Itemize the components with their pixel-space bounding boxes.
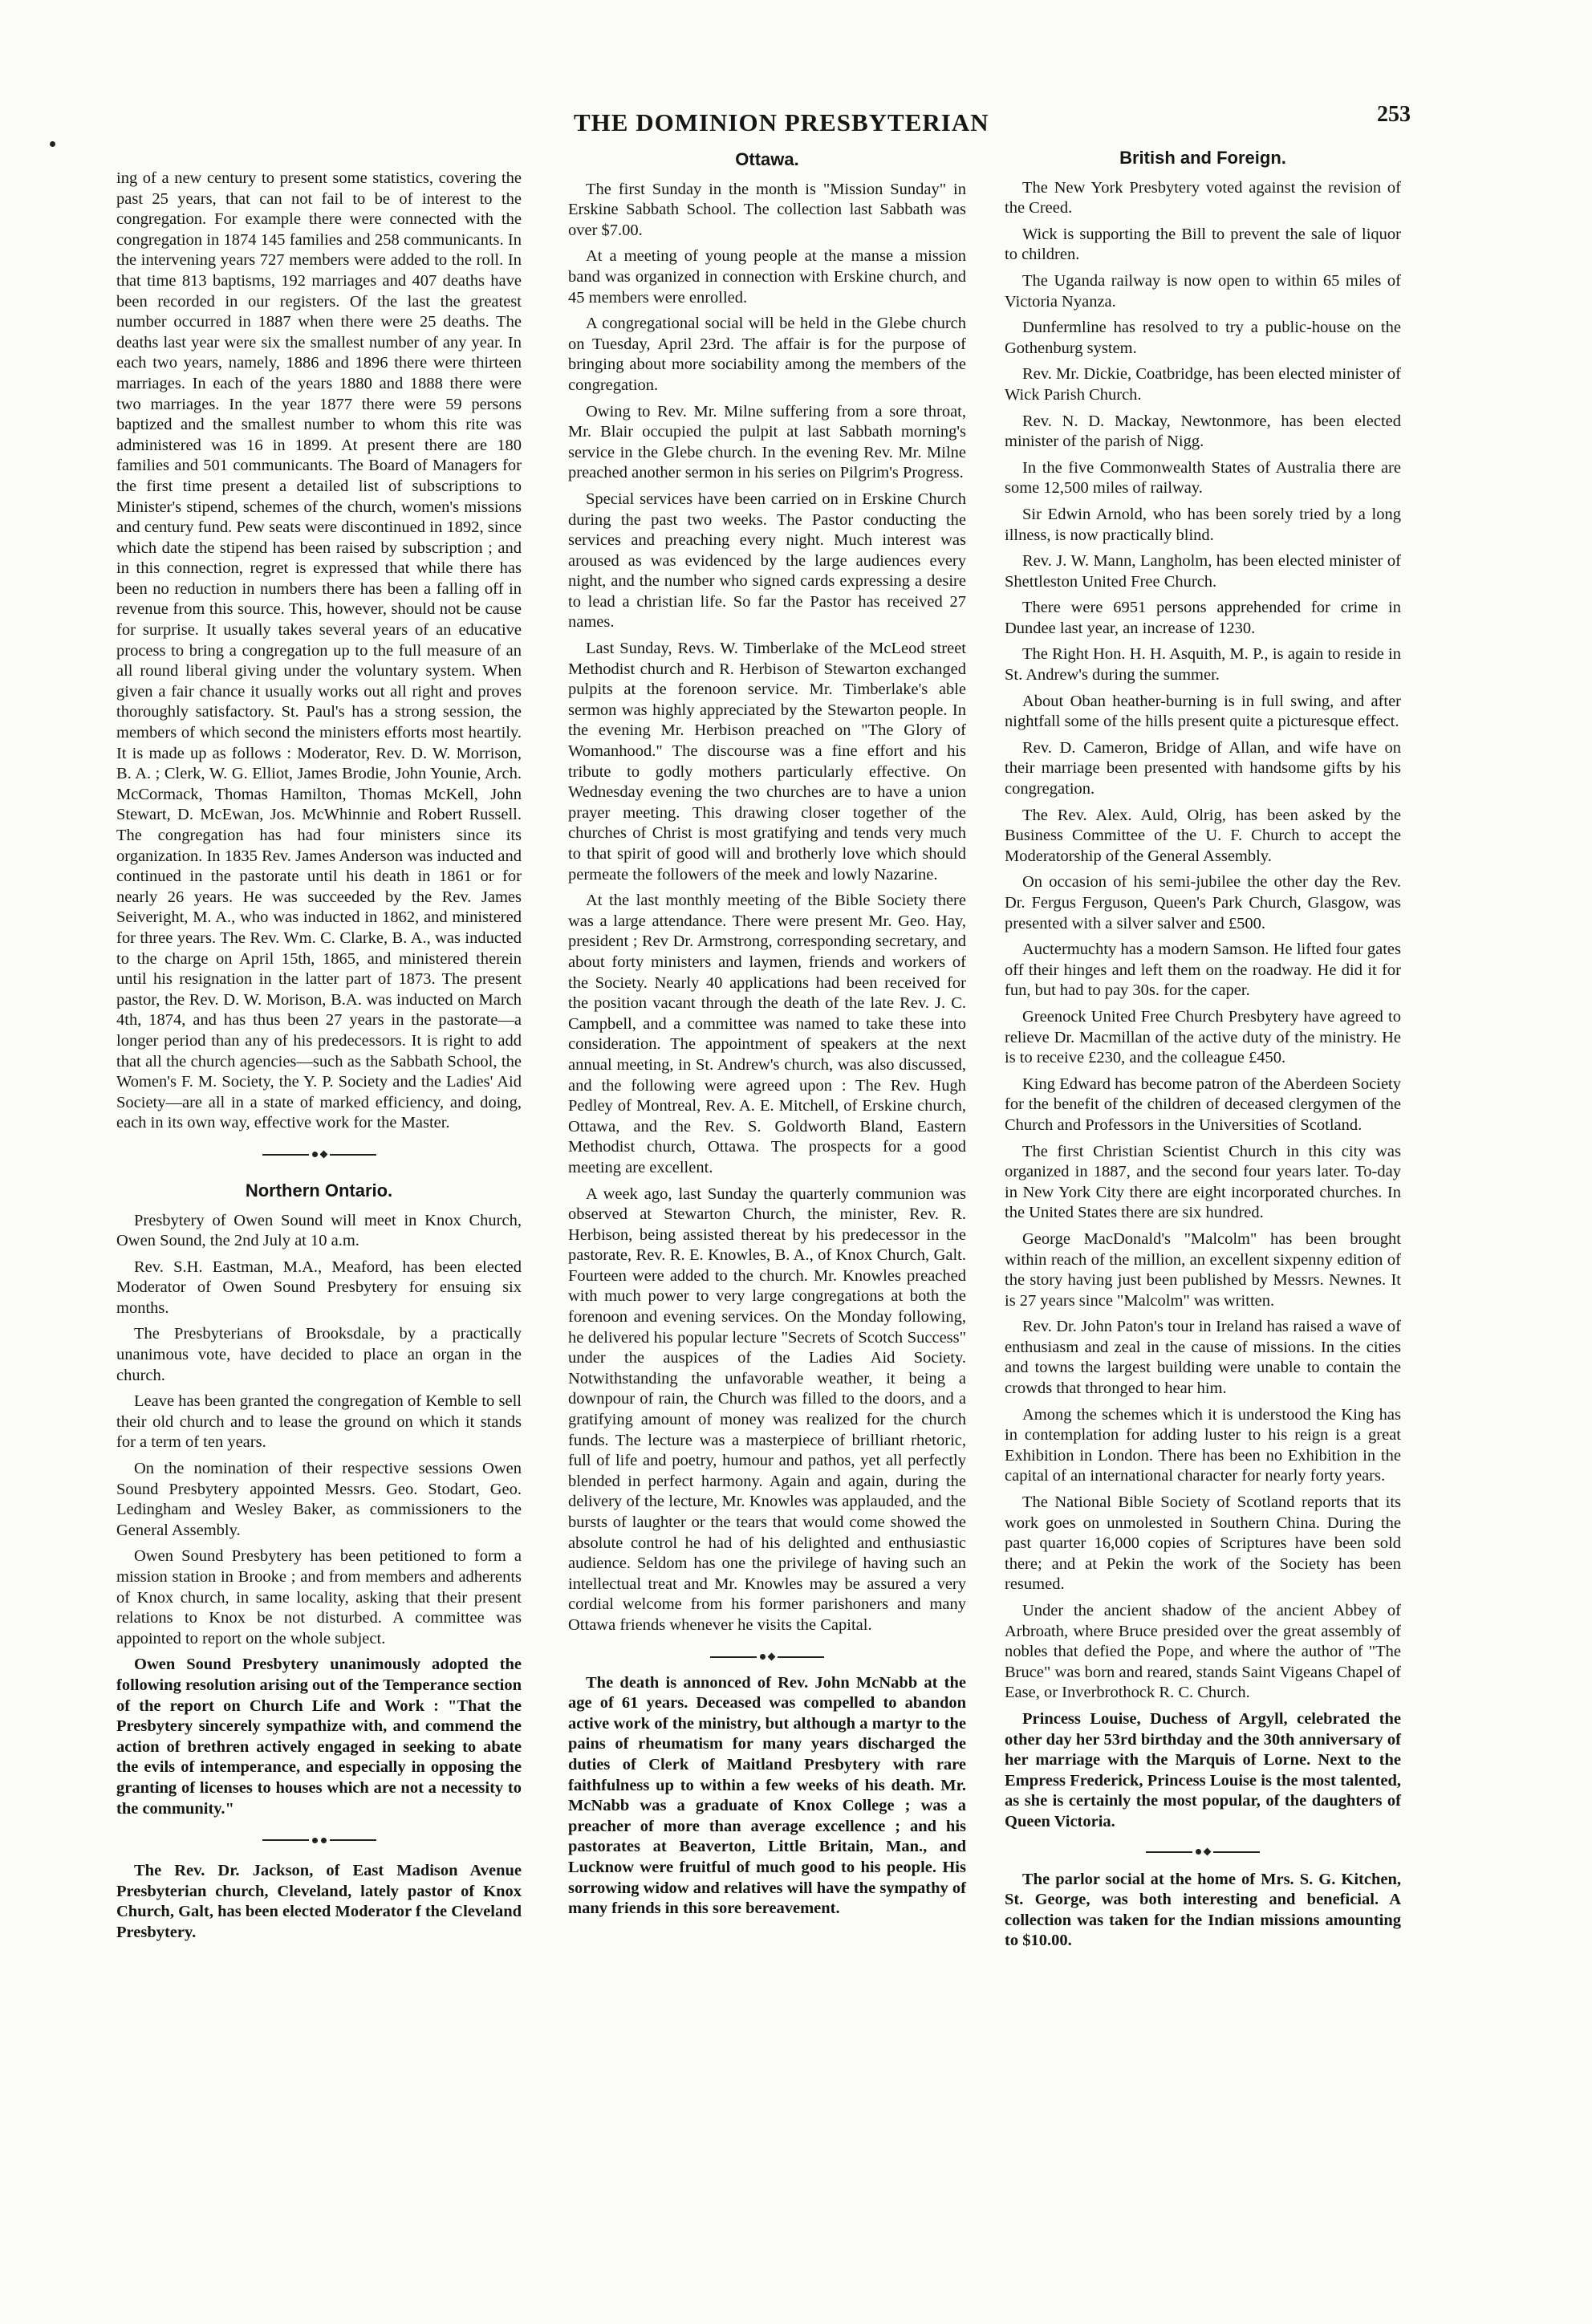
article-paragraph: The first Sunday in the month is "Mission Sunday" in Erskine Sabbath School. The collection last Sabbath was over $7.00. bbox=[568, 180, 966, 239]
news-item: Rev. N. D. Mackay, Newtonmore, has been elected minister of the parish of Nigg. bbox=[1005, 412, 1401, 451]
section-divider bbox=[568, 1652, 966, 1662]
news-item: Among the schemes which it is understood the King has in contemplation for adding luster to his reign is a great Exhibition in London. There has been no Exhibition in the capital of an international character for nearly forty years. bbox=[1005, 1405, 1401, 1485]
column-3 bbox=[1005, 143, 1401, 1957]
news-item: Under the ancient shadow of the ancient Abbey of Arbroath, where Bruce presided over the great assembly of nobles that defied the Pope, and where the author of "The Bruce" was born and reared, stands Saint Vigeans Chapel of Ease, or Inverbrothock R. C. Church. bbox=[1005, 1602, 1401, 1702]
news-item: King Edward has become patron of the Aberdeen Society for the benefit of the children of deceased clergymen of the Church and Professors in the Universities of Scotland. bbox=[1005, 1075, 1401, 1134]
article-paragraph: The death is annonced of Rev. John McNabb at the age of 61 years. Deceased was compelled to abandon active work of the ministry, but although a martyr to the pains of rheumatism for many years discharged the duties of Clerk of Maitland Presbytery with rare faithfulness up to within a few weeks of his death. Mr. McNabb was a graduate of Knox College ; was a preacher of more than average excellence ; and his pastorates at Beaverton, Little Britain, Man., and Lucknow were fruitful of much good to his people. His sorrowing widow and relatives will have the sympathy of many friends in this sore bereavement. bbox=[568, 1673, 966, 1918]
news-item: Rev. J. W. Mann, Langholm, has been elected minister of Shettleston United Free Church. bbox=[1005, 552, 1401, 591]
article-paragraph: Owen Sound Presbytery unanimously adopted the following resolution arising out of the Temperance section of the report on Church Life and Work : "That the Presbytery sincerely sympathize with, and commend the action of brethren actively engaged in seeking to abate the evils of intemperance, and especially in opposing the granting of licenses to houses which are not a necessity to the community." bbox=[116, 1656, 522, 1818]
news-item: The Rev. Alex. Auld, Olrig, has been asked by the Business Committee of the U. F. Church to accept the Moderatorship of the General Assembly. bbox=[1005, 806, 1401, 865]
article-paragraph: At a meeting of young people at the manse a mission band was organized in connection with Erskine church, and 45 members were enrolled. bbox=[568, 247, 966, 307]
section-heading-british-and-foreign: British and Foreign. bbox=[1119, 148, 1286, 168]
news-item: Princess Louise, Duchess of Argyll, celebrated the other day her 53rd birthday and the 30th anniversary of her marriage with the Marquis of Lorne. Next to the Empress Frederick, Princess Louise is the most talented, as she is certainly the most popular, of the daughters of Queen Victoria. bbox=[1005, 1709, 1401, 1830]
news-item: Rev. Mr. Dickie, Coatbridge, has been elected minister of Wick Parish Church. bbox=[1005, 365, 1401, 404]
news-item: On occasion of his semi-jubilee the other day the Rev. Dr. Fergus Ferguson, Queen's Park Church, Glasgow, was presented with a silver salver and £500. bbox=[1005, 873, 1401, 932]
article-paragraph: Leave has been granted the congregation of Kemble to sell their old church and to lease the ground on which it stands for a term of ten years. bbox=[116, 1392, 522, 1452]
news-item: There were 6951 persons apprehended for crime in Dundee last year, an increase of 1230. bbox=[1005, 599, 1401, 637]
news-item: Greenock United Free Church Presbytery have agreed to relieve Dr. Macmillan of the active duty of the ministry. He is to receive £230, and the colleague £450. bbox=[1005, 1007, 1401, 1067]
article-paragraph: On the nomination of their respective sessions Owen Sound Presbytery appointed Messrs. Geo. Stodart, Geo. Ledingham and Wesley Baker, as commissioners to the General Assembly. bbox=[116, 1460, 522, 1539]
news-item: George MacDonald's "Malcolm" has been brought within reach of the million, an excellent sixpenny edition of the story having just been published by Messrs. Newnes. It is 27 years since "Malcolm" was written. bbox=[1005, 1229, 1401, 1310]
news-item: The first Christian Scientist Church in this city was organized in 1887, and the second four years later. To-day in New York City there are eight incorporated churches. In the United States there are six hundred. bbox=[1005, 1142, 1401, 1222]
news-item: About Oban heather-burning is in full swing, and after nightfall some of the hills present quite a picturesque effect. bbox=[1005, 692, 1401, 731]
news-item: Wick is supporting the Bill to prevent the sale of liquor to children. bbox=[1005, 225, 1401, 264]
article-paragraph: Last Sunday, Revs. W. Timberlake of the McLeod street Methodist church and R. Herbison of Stewarton exchanged pulpits at the forenoon service. Mr. Timberlake's able sermon was highly appreciated by the Stewarton people. In the evening Mr. Herbison preached on "The Glory of Womanhood." The discourse was a fine effort and his tribute to godly mothers particularly effective. On Wednesday evening the two churches are to have a union prayer meeting. This drawing closer together of the churches of Christ is most gratifying and tends very much to that spirit of good will and brotherly love which should permeate the followers of the meek and lowly Nazarine. bbox=[568, 640, 966, 884]
section-heading-ottawa: Ottawa. bbox=[735, 149, 799, 169]
section-divider bbox=[1005, 1847, 1401, 1857]
news-item: Rev. Dr. John Paton's tour in Ireland has raised a wave of enthusiasm and zeal in the cause of missions. In the cities and towns the largest building were unable to contain the crowds that thronged to hear him. bbox=[1005, 1318, 1401, 1398]
article-paragraph: Owing to Rev. Mr. Milne suffering from a sore throat, Mr. Blair occupied the pulpit at last Sabbath morning's service in the Glebe church. In the evening Rev. Mr. Milne preached another sermon in his series on Pilgrim's Progress. bbox=[568, 402, 966, 482]
news-item: The New York Presbytery voted against the revision of the Creed. bbox=[1005, 178, 1401, 217]
news-item: The Uganda railway is now open to within 65 miles of Victoria Nyanza. bbox=[1005, 271, 1401, 311]
news-item: Rev. D. Cameron, Bridge of Allan, and wife have on their marriage been presented with handsome gifts by his congregation. bbox=[1005, 738, 1401, 798]
article-paragraph: A congregational social will be held in the Glebe church on Tuesday, April 23rd. The affair is for the purpose of bringing about more sociability among the members of the congregation. bbox=[568, 315, 966, 394]
article-paragraph: Presbytery of Owen Sound will meet in Knox Church, Owen Sound, the 2nd July at 10 a.m. bbox=[116, 1211, 522, 1250]
section-heading-northern-ontario: Northern Ontario. bbox=[245, 1180, 393, 1201]
margin-mark bbox=[50, 141, 55, 147]
article-paragraph: ing of a new century to present some statistics, covering the past 25 years, that can not fail to be of interest to the congregation. For example there were connected with the congregation in 1874 145 families and 258 communicants. In the intervening years 727 members were added to the roll. In that time 813 baptisms, 192 marriages and 407 deaths have been recorded in our registers. Of the last the greatest number occurred in 1887 when there were 25 deaths. The deaths last year were six the smallest number of any year. In each two years, namely, 1886 and 1896 there were thirteen marriages. In each of the years 1880 and 1888 there were two marriages. In the year 1877 there were 59 persons baptized and the smallest number to whom this rite was administered was 16 in 1899. At present there are 180 families and 501 communicants. The Board of Managers for the first time present a detailed list of subscriptions to Minister's stipend, schemes of the church, women's missions and century fund. Pew seats were discontinued in 1892, since which date the stipend has been raised by subscription ; and in this connection, regret is expressed that while there has been no reduction in numbers there has been a falling off in revenue from this source. This, however, should not be cause for surprise. It usually takes several years of an educative process to bring a congregation up to the full measure of an all round liberal giving under the voluntary system. When given a fair chance it usually works out all right and proves thoroughly satisfactory. St. Paul's has a strong session, the members of which second the ministers efforts most heartily. It is made up as follows : Moderator, Rev. D. W. Morrison, B. A. ; Clerk, W. G. Elliot, James Brodie, John Younie, Arch. McCormack, Thomas Hamilton, Thomas McKell, John Stewart, D. McEwan, Jos. McWhinnie and Robert Russell. The congregation has had four ministers since its organization. In 1835 Rev. James Anderson was inducted and continued in the pastorate until his death in 1861 or for nearly 26 years. He was succeeded by the Rev. James Seiveright, M. A., who was inducted in 1862, and ministered for three years. The Rev. Wm. C. Clarke, B. A., was inducted to the charge on April 15th, 1865, and ministered therein until his resignation in the latter part of 1873. The present pastor, the Rev. D. W. Morison, B.A. was inducted on March 4th, 1874, and has thus been 27 years in the pastorate—a longer period than any of his predecessors. It is right to add that all the church agencies—such as the Sabbath School, the Women's F. M. Society, the Y. P. Society and the Ladies' Aid Society—are all in a state of marked efficiency, and doing, each in its own way, effective work for the Master. bbox=[116, 169, 522, 1132]
news-item: Auctermuchty has a modern Samson. He lifted four gates off their hinges and left them on the roadway. He did it for fun, but had to pay 30s. for the caper. bbox=[1005, 941, 1401, 1000]
news-item: In the five Commonwealth States of Australia there are some 12,500 miles of railway. bbox=[1005, 458, 1401, 498]
news-item: The parlor social at the home of Mrs. S. G. Kitchen, St. George, was both interesting and beneficial. A collection was taken for the Indian missions amounting to $10.00. bbox=[1005, 1870, 1401, 1950]
news-item: The National Bible Society of Scotland reports that its work goes on unmolested in Southern China. During the past quarter 16,000 copies of Scriptures have been sold there; and at Pekin the work of the Society has been resumed. bbox=[1005, 1493, 1401, 1594]
article-paragraph: Owen Sound Presbytery has been petitioned to form a mission station in Brooke ; and from members and adherents of Knox church, in same locality, asking that their present relations to Knox be not disturbed. A committee was appointed to report on the whole subject. bbox=[116, 1547, 522, 1648]
article-paragraph: The Rev. Dr. Jackson, of East Madison Avenue Presbyterian church, Cleveland, lately pastor of Knox Church, Galt, has been elected Moderator f the Cleveland Presbytery. bbox=[116, 1862, 522, 1941]
article-paragraph: Rev. S.H. Eastman, M.A., Meaford, has been elected Moderator of Owen Sound Presbytery for ensuing six months. bbox=[116, 1257, 522, 1317]
news-item: The Right Hon. H. H. Asquith, M. P., is again to reside in St. Andrew's during the summer. bbox=[1005, 645, 1401, 685]
article-paragraph: Special services have been carried on in Erskine Church during the past two weeks. The Pastor conducting the services and preaching every night. Much interest was aroused as was evidenced by the large audiences every night, and the number who signed cards expressing a desire to lead a christian life. So far the Pastor has received 27 names. bbox=[568, 490, 966, 632]
article-paragraph: At the last monthly meeting of the Bible Society there was a large attendance. There were present Mr. Geo. Hay, president ; Rev Dr. Armstrong, corresponding secretary, and about forty ministers and laymen, friends and workers of the Society. Nearly 40 applications had been received for the position vacant through the death of the late Rev. J. C. Campbell, and a committee was named to take these into consideration. The appointment of speakers at the next annual meeting, in St. Andrew's church, was also discussed, and the following were agreed upon : The Rev. Hugh Pedley of Montreal, Rev. A. E. Mitchell, of Erskine church, Ottawa, and the Rev. S. Goldworth Bland, Eastern Methodist church, Ottawa. The prospects for a good meeting are excellent. bbox=[568, 892, 966, 1176]
news-item: Dunfermline has resolved to try a public-house on the Gothenburg system. bbox=[1005, 319, 1401, 357]
news-item: Sir Edwin Arnold, who has been sorely tried by a long illness, is now practically blind. bbox=[1005, 505, 1401, 544]
page-number: 253 bbox=[1377, 102, 1411, 127]
section-divider bbox=[116, 1150, 522, 1160]
masthead-title: THE DOMINION PRESBYTERIAN bbox=[574, 108, 989, 136]
column-2 bbox=[568, 144, 966, 1925]
article-paragraph: A week ago, last Sunday the quarterly communion was observed at Stewarton Church, the minister, Rev. R. Herbison, being assisted thereat by his predecessor in the pastorate, Rev. R. E. Knowles, B. A., of Knox Church, Galt. Fourteen were added to the church. Mr. Knowles preached with much power to very large congregations at both the forenoon and evening services. On the Monday following, he delivered his popular lecture "Secrets of Scotch Success" under the auspices of the Ladies Aid Society. Notwithstanding the unfavorable weather, it being a downpour of rain, the Church was filled to the doors, and a gratifying amount of money was realized for the church funds. The lecture was a masterpiece of brilliant rhetoric, full of life and poetry, humour and pathos, yet all perfectly blended in perfect harmony. Again and again, during the delivery of the lecture, Mr. Knowles was applauded, and the bursts of laughter or the tears that would come showed the absolute control he had of his delighted and enthusiastic audience. Seldom has one the privilege of having such an intellectual treat and Mr. Knowles may be assured a very cordial welcome from his former parishoners and many Ottawa friends whenever he visits the Capital. bbox=[568, 1184, 966, 1634]
article-paragraph: The Presbyterians of Brooksdale, by a practically unanimous vote, have decided to place an organ in the church. bbox=[116, 1325, 522, 1384]
section-divider bbox=[116, 1835, 522, 1845]
column-1 bbox=[116, 169, 522, 1949]
